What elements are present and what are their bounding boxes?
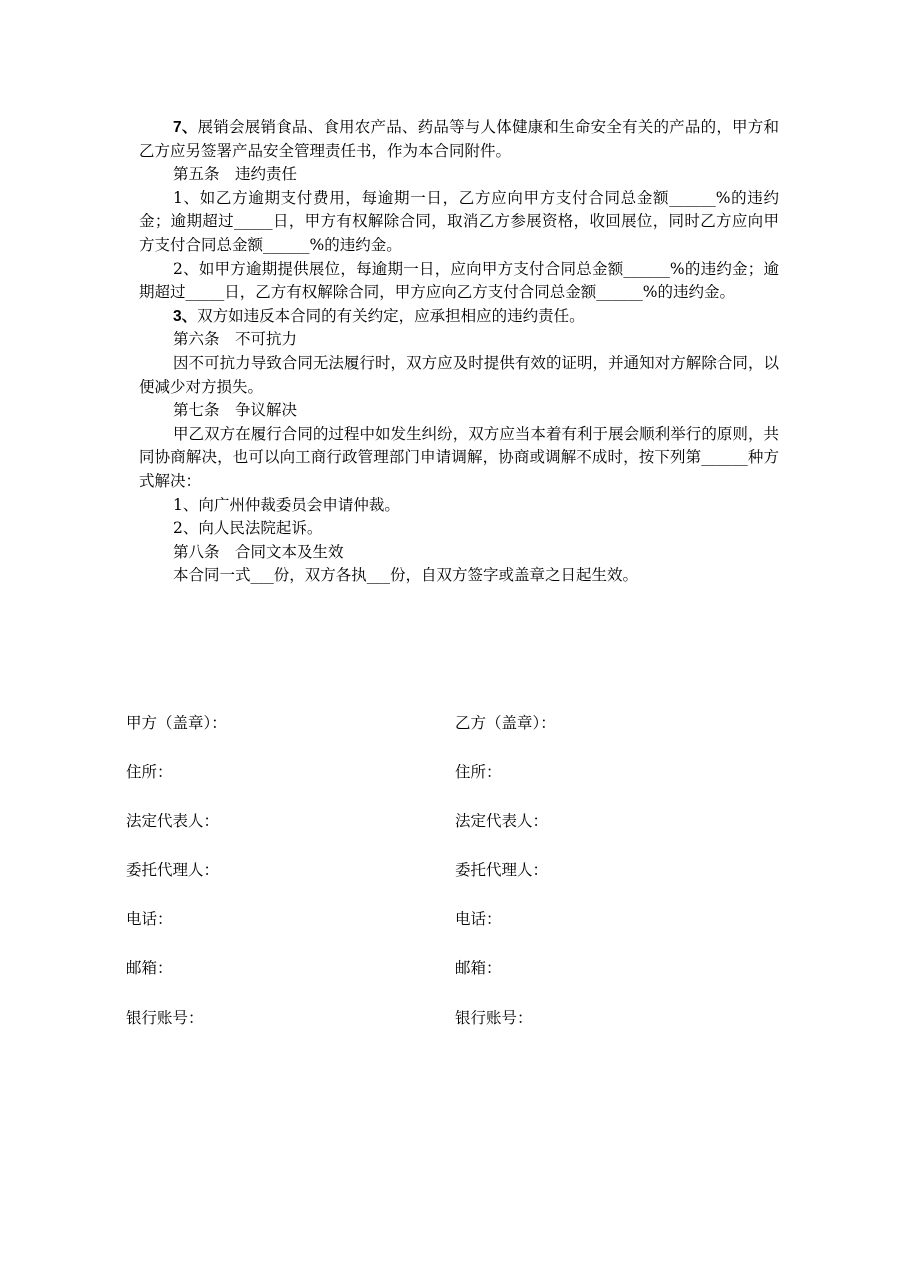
clause-number: 3、: [173, 307, 198, 325]
clause-text: 展销会展销食品、食用农产品、药品等与人体健康和生命安全有关的产品的，甲方和乙方应另签署产品安全管理责任书，作为本合同附件。: [139, 118, 779, 160]
clause-number: 7、: [173, 119, 198, 136]
party-b-title: 乙方（盖章）：: [455, 714, 556, 732]
article-6-heading: 第六条 不可抗力: [173, 330, 298, 349]
article-5-item-2: 2、如甲方逾期提供展位，每逾期一日，应向甲方支付合同总金额______%的违约金；逾期超过_____日，乙方有权解除合同，甲方应向乙方支付合同总金额______%的违约金。: [139, 259, 779, 302]
article-8-text: 本合同一式___份，双方各执___份，自双方签字或盖章之日起生效。: [173, 566, 639, 585]
article-7-heading: 第七条 争议解决: [173, 401, 298, 420]
article-7-text: 甲乙双方在履行合同的过程中如发生纠纷，双方应当本着有利于展会顺利举行的原则，共同协商解决，也可以向工商行政管理部门申请调解，协商或调解不成时，按下列第______种方式解决：: [139, 424, 779, 490]
party-a-legal-rep: 法定代表人：: [126, 812, 220, 830]
party-b-legal-rep: 法定代表人：: [455, 812, 549, 830]
article-5-item-1: 1、如乙方逾期支付费用，每逾期一日，乙方应向甲方支付合同总金额______%的违约金；逾期超过_____日，甲方有权解除合同，取消乙方参展资格，收回展位，同时乙方应向甲方支付合同总金额______%的违约金。: [139, 188, 779, 254]
party-a-title: 甲方（盖章）：: [126, 714, 227, 732]
party-b-agent: 委托代理人：: [455, 861, 549, 879]
article-5-item-3: [139, 305, 779, 329]
article-6-text: 因不可抗力导致合同无法履行时，双方应及时提供有效的证明，并通知对方解除合同，以便减少对方损失。: [139, 353, 779, 396]
article-5-heading: 第五条 违约责任: [173, 165, 298, 184]
party-b-address: 住所：: [455, 763, 502, 781]
article-8-heading: 第八条 合同文本及生效: [173, 542, 344, 561]
party-b-bank-account: 银行账号：: [455, 1009, 533, 1027]
party-a-phone: 电话：: [126, 910, 173, 928]
clause-7: [139, 116, 779, 163]
party-a-address: 住所：: [126, 763, 173, 781]
clause-text: 双方如违反本合同的有关约定，应承担相应的违约责任。: [197, 306, 585, 325]
party-b-postcode: 邮箱：: [455, 959, 502, 977]
party-a-bank-account: 银行账号：: [126, 1009, 204, 1027]
article-7-option-2: 2、向人民法院起诉。: [173, 519, 323, 538]
article-7-option-1: 1、向广州仲裁委员会申请仲裁。: [173, 495, 400, 514]
party-a-postcode: 邮箱：: [126, 959, 173, 977]
party-b-phone: 电话：: [455, 910, 502, 928]
contract-body: [139, 116, 779, 588]
party-a-agent: 委托代理人：: [126, 861, 220, 879]
